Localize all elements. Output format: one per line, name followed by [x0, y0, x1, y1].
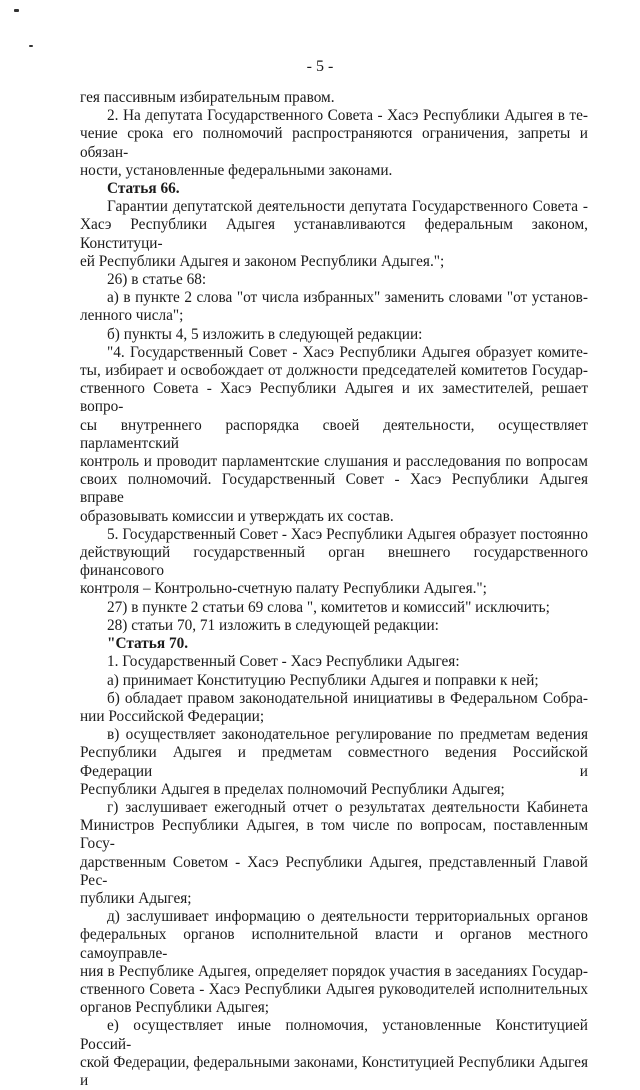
paragraph-line: 26) в статье 68: — [107, 271, 207, 289]
paragraph-line: ты, избирает и освобождает от должности председателей комитетов Государ- — [80, 362, 588, 380]
paragraph-line: Гарантии депутатской деятельности депутата Государственного Совета - — [107, 198, 588, 216]
paragraph-line: образовывать комиссии и утверждать их состав. — [80, 507, 394, 525]
paragraph-line: федеральных органов исполнительной власти и органов местного самоуправле- — [80, 926, 588, 962]
paragraph-line: ей Республики Адыгея и законом Республики Адыгея."; — [80, 252, 445, 270]
paragraph-line: Республики Адыгея в пределах полномочий Республики Адыгея; — [80, 780, 505, 798]
page-number: - 5 - — [306, 58, 334, 75]
paragraph-line: Республики Адыгея и предметам совместного ведения Российской Федерации и — [80, 744, 588, 780]
document-body — [80, 89, 588, 1090]
paragraph-line: е) осуществляет иные полномочия, установленные Конституцией Россий- — [80, 1017, 588, 1053]
paragraph-line: г) заслушивает ежегодный отчет о результатах деятельности Кабинета — [107, 798, 588, 816]
paragraph-line: нии Российской Федерации; — [80, 707, 265, 725]
paragraph-line: дарственным Советом - Хасэ Республики Адыгея, представленный Главой Рес- — [80, 853, 588, 889]
article-heading: "Статья 70. — [107, 635, 189, 653]
paragraph-line: действующий государственный орган внешнего государственного финансового — [80, 544, 588, 580]
article-heading: Статья 66. — [107, 180, 180, 198]
paragraph-line: в) осуществляет законодательное регулирование по предметам ведения — [107, 726, 588, 744]
paragraph-line: ской Федерации, федеральными законами, Конституцией Республики Адыгея и — [80, 1053, 588, 1089]
paragraph-line: Хасэ Республики Адыгея устанавливаются федеральным законом, Конституци- — [80, 216, 588, 252]
scan-speck — [29, 45, 33, 47]
paragraph-line: ленного числа"; — [80, 307, 184, 325]
paragraph-line: гея пассивным избирательным правом. — [80, 89, 335, 106]
paragraph-line: "4. Государственный Совет - Хасэ Республики Адыгея образует комите- — [107, 343, 588, 361]
paragraph-line: Министров Республики Адыгея, в том числе по вопросам, поставленным Госу- — [80, 817, 588, 853]
paragraph-line: чение срока его полномочий распространяются ограничения, запреты и обязан- — [80, 125, 588, 161]
paragraph-line: своих полномочий. Государственный Совет - Хасэ Республики Адыгея вправе — [80, 471, 588, 507]
paragraph-line: 5. Государственный Совет - Хасэ Республики Адыгея образует постоянно — [107, 525, 588, 543]
paragraph-line: 27) в пункте 2 статьи 69 слова ", комитетов и комиссий" исключить; — [107, 598, 550, 616]
paragraph-line: б) пункты 4, 5 изложить в следующей редакции: — [107, 325, 423, 343]
paragraph-line: ственного Совета - Хасэ Республики Адыгея руководителей исполнительных — [80, 980, 588, 998]
paragraph-line: ственного Совета - Хасэ Республики Адыгея и их заместителей, решает вопро- — [80, 380, 588, 416]
paragraph-line: контроль и проводит парламентские слушания и расследования по вопросам — [80, 453, 588, 471]
paragraph-line: 28) статьи 70, 71 изложить в следующей редакции: — [107, 616, 439, 634]
paragraph-line: 1. Государственный Совет - Хасэ Республики Адыгея: — [107, 653, 460, 671]
paragraph-line: публики Адыгея; — [80, 889, 192, 907]
paragraph-line: ния в Республике Адыгея, определяет порядок участия в заседаниях Государ- — [80, 962, 588, 980]
paragraph-line: ности, установленные федеральными законами. — [80, 161, 393, 179]
paragraph-line: органов Республики Адыгея; — [80, 999, 270, 1017]
paragraph-line: а) принимает Конституцию Республики Адыгея и поправки к ней; — [107, 671, 539, 689]
paragraph-line: б) обладает правом законодательной инициативы в Федеральном Собра- — [107, 689, 588, 707]
paragraph-line: д) заслушивает информацию о деятельности территориальных органов — [107, 908, 588, 926]
paragraph-line: сы внутреннего распорядка своей деятельности, осуществляет парламентский — [80, 416, 588, 452]
scan-speck — [14, 9, 19, 12]
paragraph-line: контроля – Контрольно-счетную палату Республики Адыгея."; — [80, 580, 487, 598]
paragraph-line: 2. На депутата Государственного Совета - Хасэ Республики Адыгея в те- — [107, 107, 588, 125]
paragraph-line: а) в пункте 2 слова "от числа избранных" заменить словами "от установ- — [107, 289, 588, 307]
